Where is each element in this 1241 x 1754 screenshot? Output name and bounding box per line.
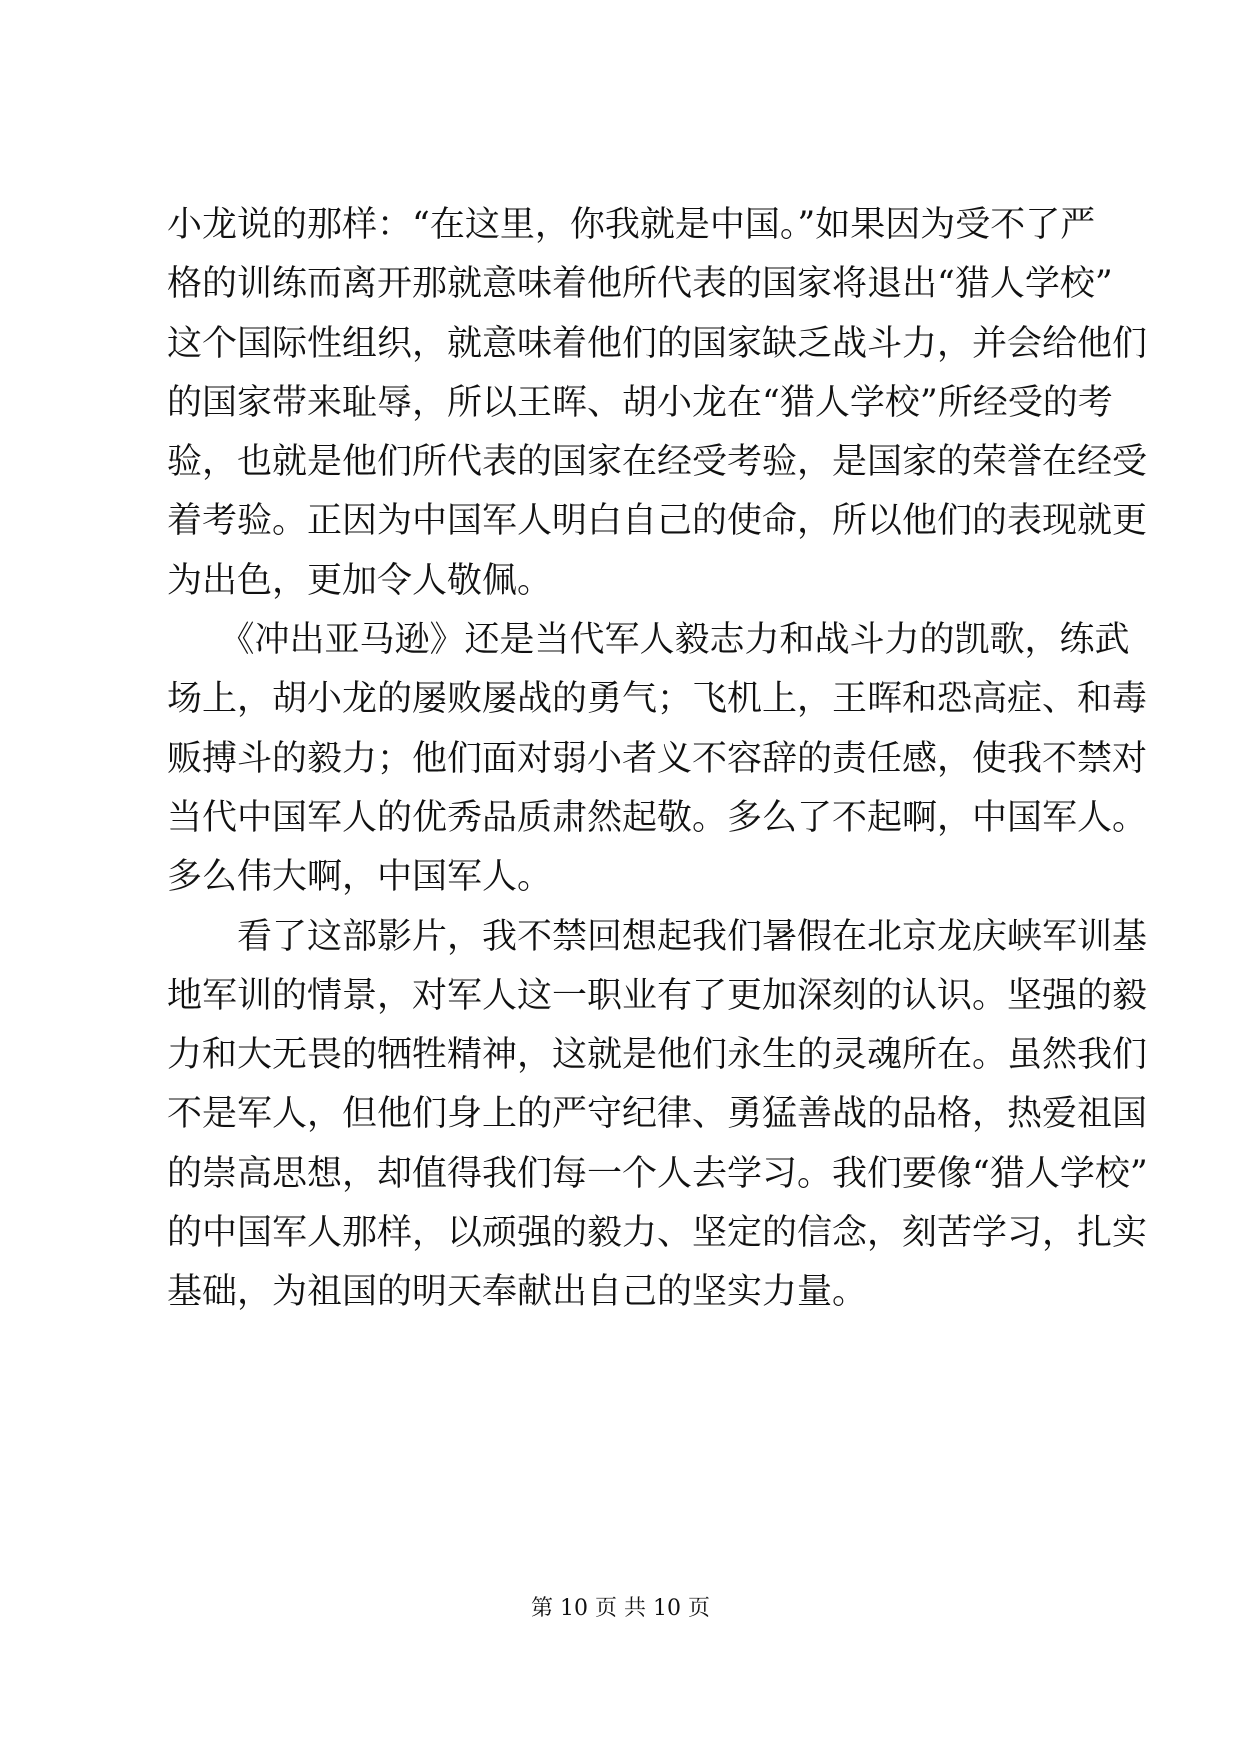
text-line: 基础，为祖国的明天奉献出自己的坚实力量。: [167, 1272, 868, 1313]
text-line: 的崇高思想，却值得我们每一个人去学习。我们要像“猎人学校”: [167, 1153, 1148, 1194]
text-line: 不是军人，但他们身上的严守纪律、勇猛善战的品格，热爱祖国: [167, 1094, 1148, 1135]
text-line: 地军训的情景，对军人这一职业有了更加深刻的认识。坚强的毅: [167, 975, 1148, 1016]
text-line: 力和大无畏的牺牲精神，这就是他们永生的灵魂所在。虽然我们: [167, 1035, 1148, 1076]
text-line: 着考验。正因为中国军人明白自己的使命，所以他们的表现就更: [167, 501, 1148, 542]
text-line: 这个国际性组织，就意味着他们的国家缺乏战斗力，并会给他们: [167, 323, 1148, 364]
text-line: 《冲出亚马逊》还是当代军人毅志力和战斗力的凯歌，练武: [167, 620, 1130, 661]
text-line: 验，也就是他们所代表的国家在经受考验，是国家的荣誉在经受: [167, 442, 1148, 483]
text-line: 为出色，更加令人敬佩。: [167, 560, 553, 601]
text-line: 小龙说的那样：“在这里，你我就是中国。”如果因为受不了严: [167, 205, 1096, 245]
document-body: [167, 196, 1148, 1323]
text-line: 看了这部影片，我不禁回想起我们暑假在北京龙庆峡军训基: [167, 916, 1148, 957]
text-line: 的中国军人那样，以顽强的毅力、坚定的信念，刻苦学习，扎实: [167, 1213, 1148, 1254]
text-line: 场上，胡小龙的屡败屡战的勇气；飞机上，王晖和恐高症、和毒: [167, 679, 1148, 720]
text-line: 贩搏斗的毅力；他们面对弱小者义不容辞的责任感，使我不禁对: [167, 738, 1148, 779]
text-line: 格的训练而离开那就意味着他所代表的国家将退出“猎人学校”: [167, 264, 1113, 305]
text-line: 当代中国军人的优秀品质肃然起敬。多么了不起啊，中国军人。: [167, 797, 1148, 838]
text-line: 的国家带来耻辱，所以王晖、胡小龙在“猎人学校”所经受的考: [167, 382, 1113, 423]
page-number-footer: 第 10 页 共 10 页: [531, 1596, 710, 1621]
text-line: 多么伟大啊，中国军人。: [167, 857, 553, 898]
